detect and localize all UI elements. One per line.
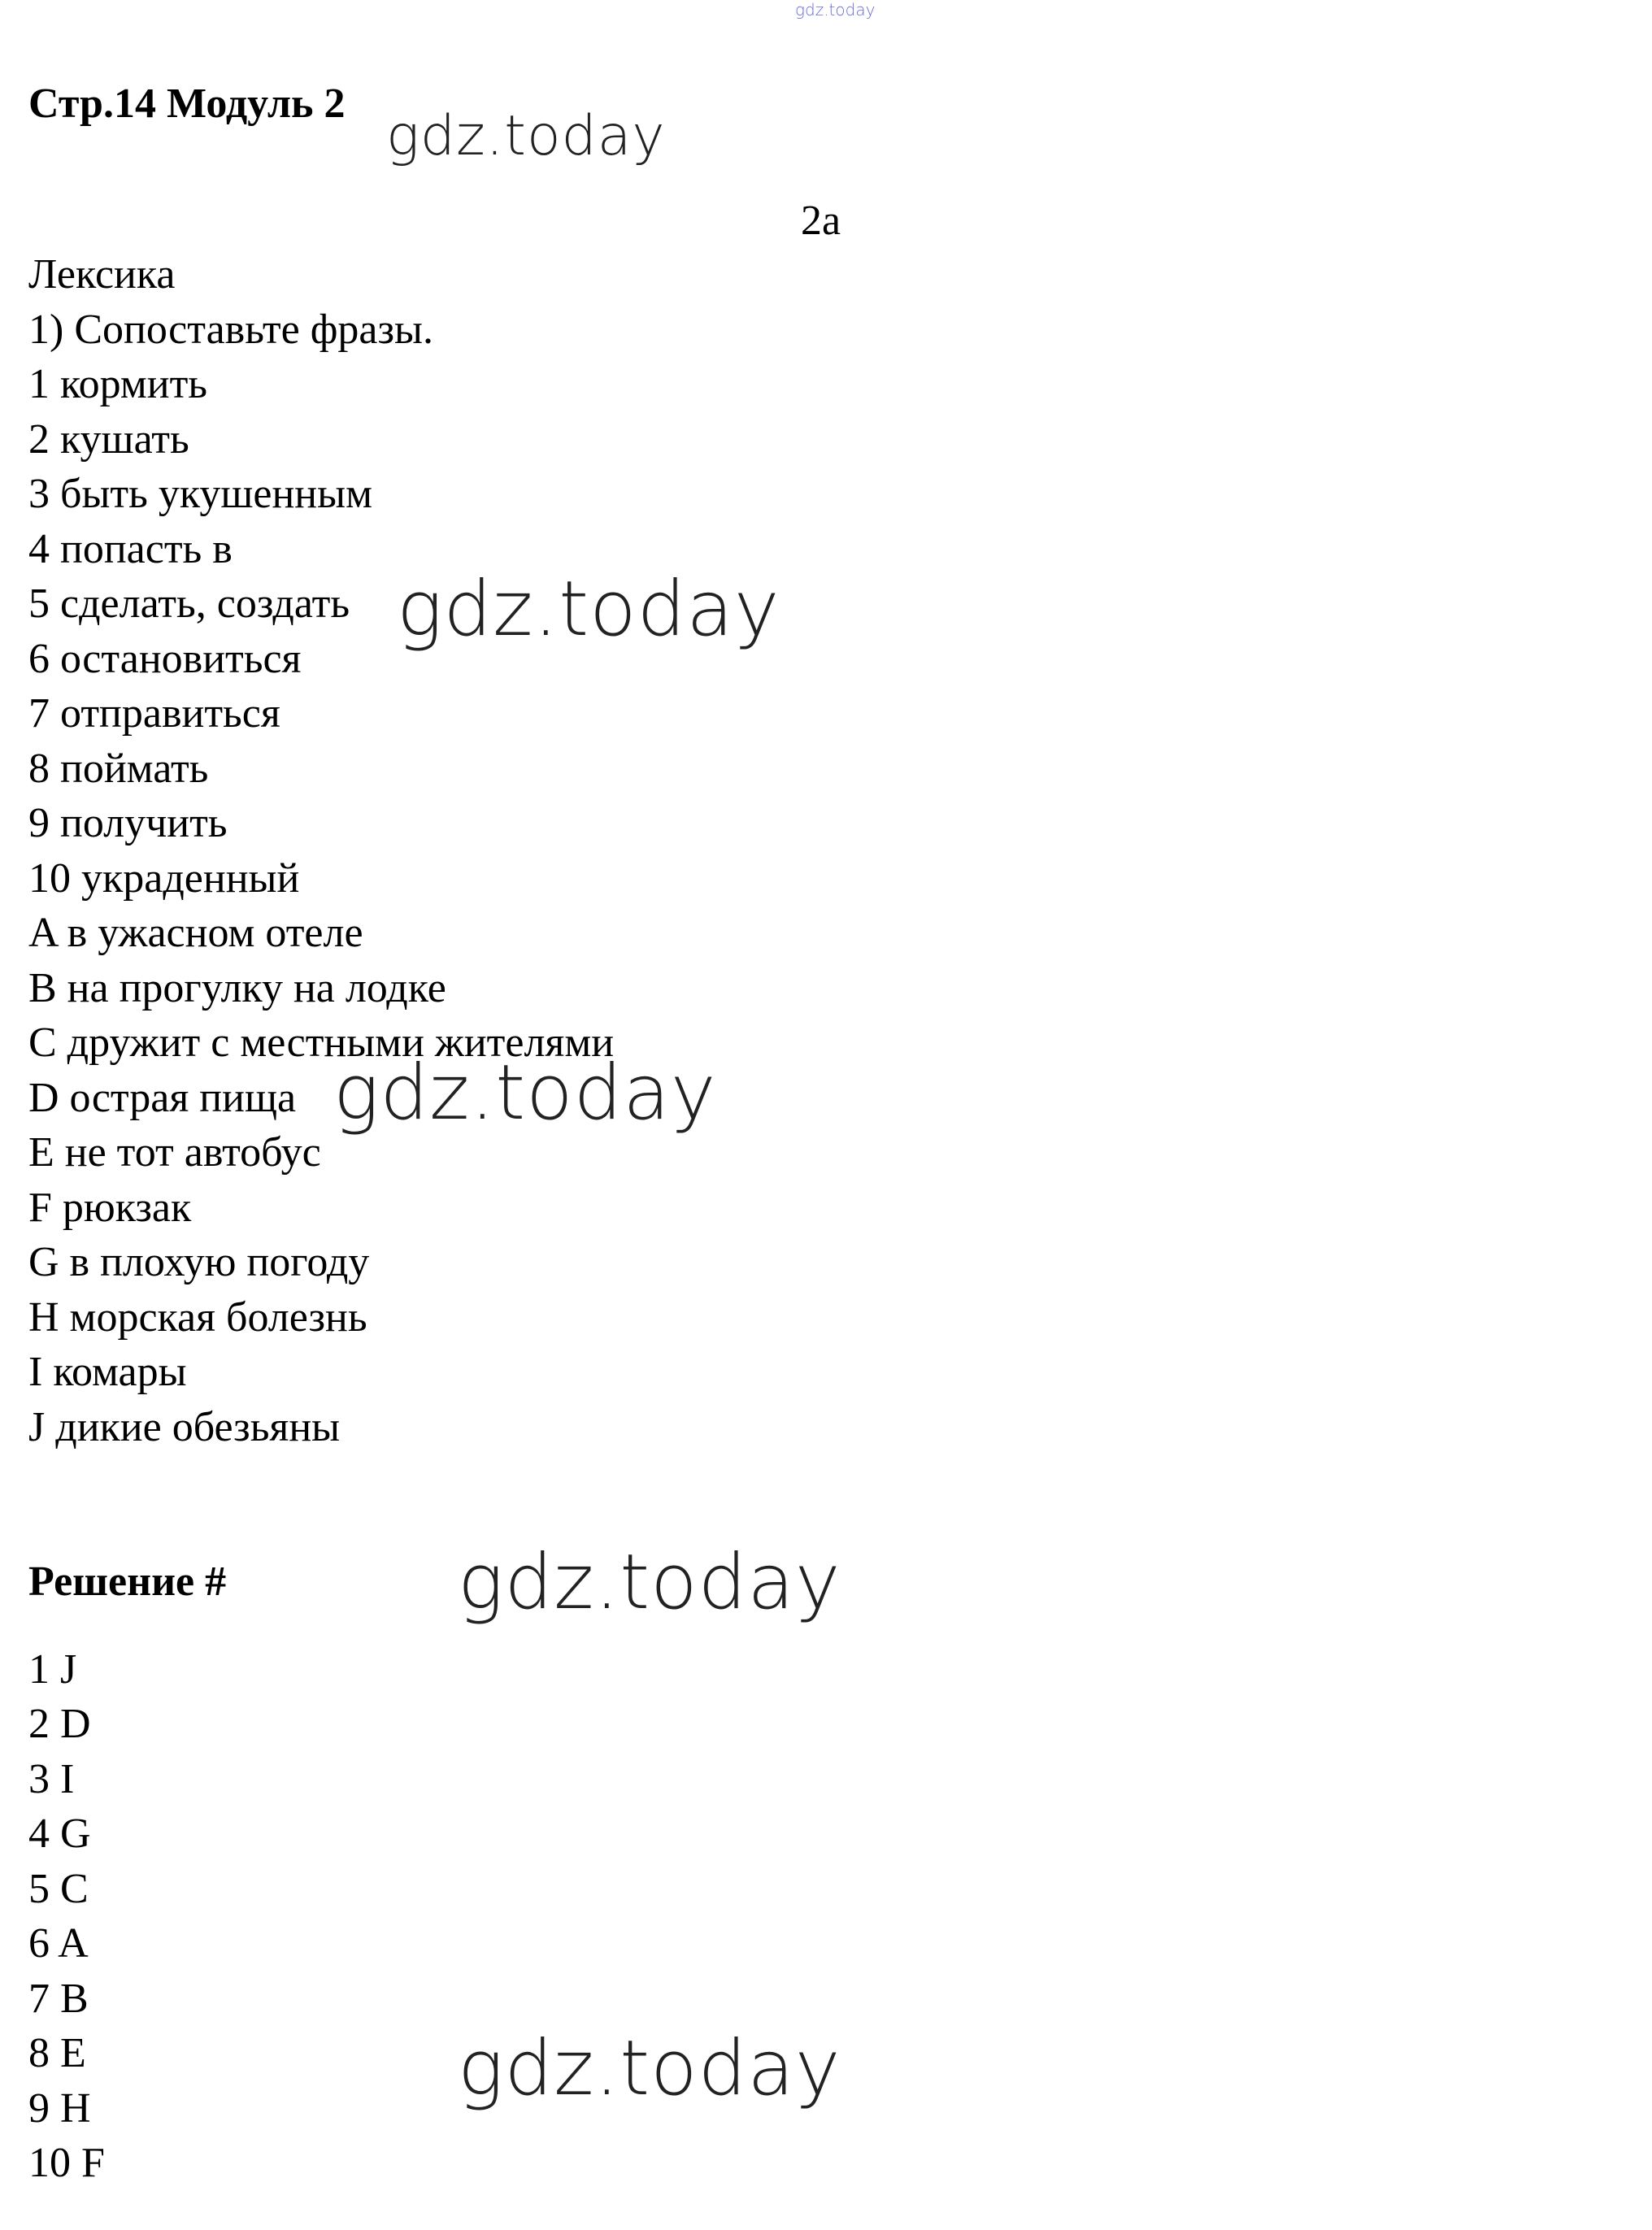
numbered-item: 9 получить — [28, 800, 228, 846]
answer-item: 8 E — [28, 2030, 86, 2076]
task-instruction: 1) Сопоставьте фразы. — [28, 306, 433, 353]
numbered-item: 2 кушать — [28, 416, 189, 463]
numbered-item: 3 быть укушенным — [28, 471, 372, 517]
watermark-top: gdz.today — [795, 0, 876, 20]
numbered-item: 4 попасть в — [28, 526, 233, 572]
watermark: gdz.today — [333, 1049, 717, 1137]
numbered-item: 6 остановиться — [28, 636, 302, 682]
answer-item: 4 G — [28, 1811, 91, 1857]
watermark: gdz.today — [458, 1538, 841, 1627]
answer-item: 7 B — [28, 1976, 89, 2022]
watermark: gdz.today — [458, 2024, 841, 2113]
section-number: 2a — [801, 198, 841, 244]
lettered-item: E не тот автобус — [28, 1129, 321, 1176]
solution-heading: Решение # — [28, 1558, 227, 1605]
answer-item: 3 I — [28, 1756, 75, 1802]
numbered-item: 7 отправиться — [28, 690, 280, 737]
lettered-item: G в плохую погоду — [28, 1239, 370, 1285]
watermark: gdz.today — [397, 565, 780, 654]
answer-item: 9 H — [28, 2085, 91, 2132]
lettered-item: J дикие обезьяны — [28, 1404, 341, 1450]
lettered-item: B на прогулку на лодке — [28, 965, 446, 1011]
lettered-item: A в ужасном отеле — [28, 910, 363, 956]
lettered-item: H морская болезнь — [28, 1294, 367, 1341]
lettered-item: C дружит с местными жителями — [28, 1019, 615, 1066]
answer-item: 1 J — [28, 1646, 77, 1693]
answer-item: 2 D — [28, 1701, 91, 1747]
answer-item: 5 C — [28, 1866, 89, 1912]
lettered-item: D острая пища — [28, 1075, 297, 1121]
page-title: Стр.14 Модуль 2 — [28, 80, 346, 127]
numbered-item: 10 украденный — [28, 855, 300, 902]
numbered-item: 1 кормить — [28, 361, 208, 407]
lettered-item: F рюкзак — [28, 1185, 192, 1231]
section-label: Лексика — [28, 251, 176, 298]
watermark: gdz.today — [386, 104, 666, 168]
answer-item: 6 A — [28, 1920, 89, 1967]
numbered-item: 8 поймать — [28, 746, 209, 792]
answer-item: 10 F — [28, 2140, 105, 2186]
lettered-item: I комары — [28, 1349, 187, 1395]
numbered-item: 5 сделать, создать — [28, 580, 350, 627]
